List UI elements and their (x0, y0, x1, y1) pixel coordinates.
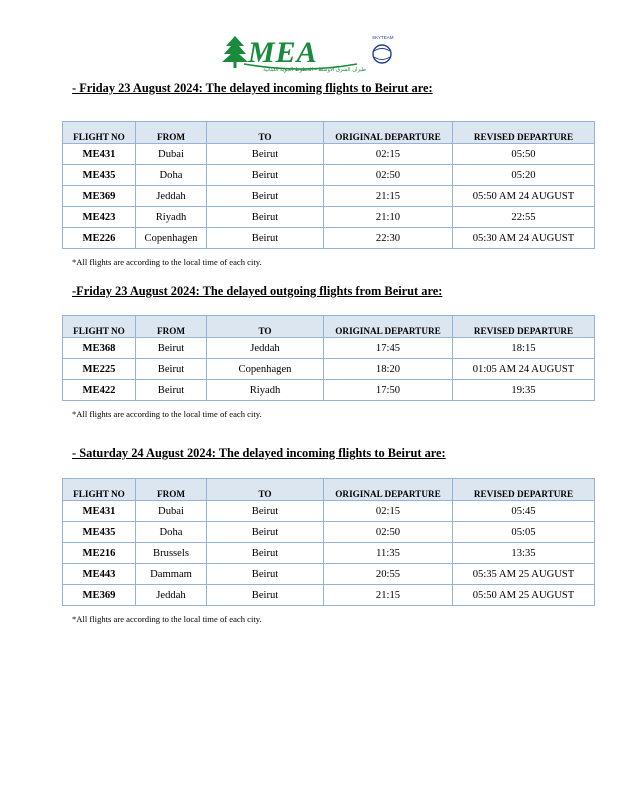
original-departure: 22:30 (324, 228, 453, 249)
from-city: Doha (136, 522, 207, 543)
flight-no: ME431 (63, 144, 136, 165)
section-saturday-incoming (62, 446, 590, 624)
logo-text: MEA (248, 36, 318, 69)
table-row (63, 165, 595, 186)
revised-departure: 01:05 AM 24 AUGUST (453, 359, 595, 380)
original-departure: 21:10 (324, 207, 453, 228)
flight-no: ME422 (63, 380, 136, 401)
from-city: Dubai (136, 501, 207, 522)
from-city: Copenhagen (136, 228, 207, 249)
col-from: FROM (136, 122, 207, 144)
revised-departure: 18:15 (453, 338, 595, 359)
flights-table (62, 478, 595, 606)
revised-departure: 05:35 AM 25 AUGUST (453, 564, 595, 585)
col-revised-departure: REVISED DEPARTURE (453, 479, 595, 501)
from-city: Dubai (136, 144, 207, 165)
flight-no: ME226 (63, 228, 136, 249)
to-city: Copenhagen (207, 359, 324, 380)
to-city: Beirut (207, 144, 324, 165)
table-row (63, 186, 595, 207)
revised-departure: 05:50 AM 24 AUGUST (453, 186, 595, 207)
revised-departure: 05:20 (453, 165, 595, 186)
to-city: Beirut (207, 165, 324, 186)
table-row (63, 338, 595, 359)
section-title: - Saturday 24 August 2024: The delayed incoming flights to Beirut are: (72, 446, 446, 460)
flight-no: ME423 (63, 207, 136, 228)
from-city: Beirut (136, 338, 207, 359)
revised-departure: 05:30 AM 24 AUGUST (453, 228, 595, 249)
col-from: FROM (136, 316, 207, 338)
flight-no: ME369 (63, 186, 136, 207)
skyteam-badge: SKYTEAM (372, 35, 394, 40)
from-city: Riyadh (136, 207, 207, 228)
col-flight-no: FLIGHT NO (63, 479, 136, 501)
to-city: Beirut (207, 207, 324, 228)
col-to: TO (207, 479, 324, 501)
original-departure: 17:50 (324, 380, 453, 401)
col-original-departure: ORIGINAL DEPARTURE (324, 316, 453, 338)
revised-departure: 05:50 (453, 144, 595, 165)
original-departure: 02:15 (324, 501, 453, 522)
table-row (63, 501, 595, 522)
col-flight-no: FLIGHT NO (63, 122, 136, 144)
logo-arabic-tagline: طيران الشرق الأوسط - الخطوط الجوية اللبنانية (263, 67, 366, 73)
to-city: Beirut (207, 186, 324, 207)
original-departure: 02:50 (324, 165, 453, 186)
table-header-row (63, 122, 595, 144)
local-time-note: *All flights are according to the local time of each city. (72, 409, 262, 419)
original-departure: 21:15 (324, 585, 453, 606)
table-row (63, 207, 595, 228)
to-city: Beirut (207, 543, 324, 564)
to-city: Beirut (207, 564, 324, 585)
original-departure: 17:45 (324, 338, 453, 359)
flight-no: ME435 (63, 165, 136, 186)
from-city: Brussels (136, 543, 207, 564)
original-departure: 20:55 (324, 564, 453, 585)
original-departure: 02:50 (324, 522, 453, 543)
revised-departure: 05:45 (453, 501, 595, 522)
to-city: Riyadh (207, 380, 324, 401)
flight-no: ME369 (63, 585, 136, 606)
revised-departure: 05:50 AM 25 AUGUST (453, 585, 595, 606)
original-departure: 18:20 (324, 359, 453, 380)
local-time-note: *All flights are according to the local time of each city. (72, 614, 262, 624)
from-city: Jeddah (136, 585, 207, 606)
from-city: Dammam (136, 564, 207, 585)
flight-no: ME225 (63, 359, 136, 380)
col-flight-no: FLIGHT NO (63, 316, 136, 338)
col-to: TO (207, 122, 324, 144)
section-title: - Friday 23 August 2024: The delayed incoming flights to Beirut are: (72, 81, 433, 95)
to-city: Beirut (207, 228, 324, 249)
original-departure: 02:15 (324, 144, 453, 165)
revised-departure: 05:05 (453, 522, 595, 543)
to-city: Beirut (207, 522, 324, 543)
table-row (63, 522, 595, 543)
table-row (63, 144, 595, 165)
table-row (63, 564, 595, 585)
flight-no: ME431 (63, 501, 136, 522)
original-departure: 11:35 (324, 543, 453, 564)
table-header-row (63, 479, 595, 501)
mea-logo (222, 34, 402, 78)
col-from: FROM (136, 479, 207, 501)
section-title: -Friday 23 August 2024: The delayed outgoing flights from Beirut are: (72, 284, 443, 298)
table-row (63, 585, 595, 606)
to-city: Beirut (207, 501, 324, 522)
from-city: Beirut (136, 359, 207, 380)
flights-table (62, 121, 595, 249)
from-city: Doha (136, 165, 207, 186)
revised-departure: 13:35 (453, 543, 595, 564)
section-friday-incoming (62, 81, 590, 267)
table-header-row (63, 316, 595, 338)
section-friday-outgoing (62, 284, 590, 419)
flights-table (62, 315, 595, 401)
col-revised-departure: REVISED DEPARTURE (453, 122, 595, 144)
table-row (63, 380, 595, 401)
flight-no: ME443 (63, 564, 136, 585)
table-row (63, 359, 595, 380)
from-city: Beirut (136, 380, 207, 401)
col-original-departure: ORIGINAL DEPARTURE (324, 122, 453, 144)
to-city: Beirut (207, 585, 324, 606)
table-row (63, 543, 595, 564)
revised-departure: 22:55 (453, 207, 595, 228)
col-revised-departure: REVISED DEPARTURE (453, 316, 595, 338)
original-departure: 21:15 (324, 186, 453, 207)
col-original-departure: ORIGINAL DEPARTURE (324, 479, 453, 501)
from-city: Jeddah (136, 186, 207, 207)
flight-no: ME216 (63, 543, 136, 564)
revised-departure: 19:35 (453, 380, 595, 401)
to-city: Jeddah (207, 338, 324, 359)
table-row (63, 228, 595, 249)
flight-no: ME435 (63, 522, 136, 543)
flight-no: ME368 (63, 338, 136, 359)
col-to: TO (207, 316, 324, 338)
local-time-note: *All flights are according to the local time of each city. (72, 257, 262, 267)
